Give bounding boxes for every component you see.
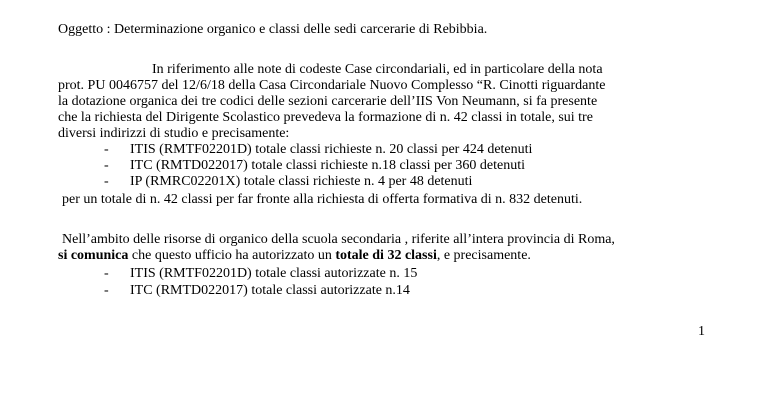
subject-line: Oggetto : Determinazione organico e classi delle sedi carcerarie di Rebibbia. bbox=[58, 22, 488, 37]
paragraph-2-line-1: Nell’ambito delle risorse di organico della scuola secondaria , riferite all’intera provincia di Roma, bbox=[62, 232, 615, 247]
paragraph-1-line-5: diversi indirizzi di studio e precisamente: bbox=[58, 126, 290, 141]
list-item bbox=[104, 283, 410, 299]
list-item bbox=[104, 266, 417, 282]
paragraph-2-end-text: , e precisamente. bbox=[436, 248, 531, 263]
list-item bbox=[104, 142, 532, 158]
list-item-text: ITIS (RMTF02201D) totale classi richieste n. 20 classi per 424 detenuti bbox=[130, 142, 533, 157]
paragraph-1-line-1: In riferimento alle note di codeste Case circondariali, ed in particolare della nota bbox=[152, 62, 603, 77]
list-dash: - bbox=[104, 283, 109, 298]
list-dash: - bbox=[104, 174, 109, 189]
list-dash: - bbox=[104, 142, 109, 157]
bold-phrase: totale di 32 classi bbox=[335, 248, 437, 263]
list-item-text: IP (RMRC02201X) totale classi richieste n. 4 per 48 detenuti bbox=[130, 174, 473, 189]
list-item-text: ITC (RMTD022017) totale classi richieste n.18 classi per 360 detenuti bbox=[130, 158, 526, 173]
paragraph-2-line-2 bbox=[58, 248, 531, 264]
paragraph-1-line-3: la dotazione organica dei tre codici delle sezioni carcerarie dell’IIS Von Neumann, si fa presente bbox=[58, 94, 598, 109]
page-number: 1 bbox=[698, 324, 705, 339]
paragraph-2-mid-text: che questo ufficio ha autorizzato un bbox=[128, 248, 336, 263]
list-item-text: ITC (RMTD022017) totale classi autorizzate n.14 bbox=[130, 283, 410, 298]
paragraph-1-line-4: che la richiesta del Dirigente Scolastico prevedeva la formazione di n. 42 classi in totale, sui tre bbox=[58, 110, 593, 125]
list-item-text: ITIS (RMTF02201D) totale classi autorizzate n. 15 bbox=[130, 266, 418, 281]
list-item bbox=[104, 158, 525, 174]
list-dash: - bbox=[104, 158, 109, 173]
bold-phrase: si comunica bbox=[58, 248, 129, 263]
list-item bbox=[104, 174, 472, 190]
total-line: per un totale di n. 42 classi per far fronte alla richiesta di offerta formativa di n. 832 detenuti. bbox=[62, 192, 583, 207]
paragraph-1-line-2: prot. PU 0046757 del 12/6/18 della Casa Circondariale Nuovo Complesso “R. Cinotti riguardante bbox=[58, 78, 606, 93]
list-dash: - bbox=[104, 266, 109, 281]
